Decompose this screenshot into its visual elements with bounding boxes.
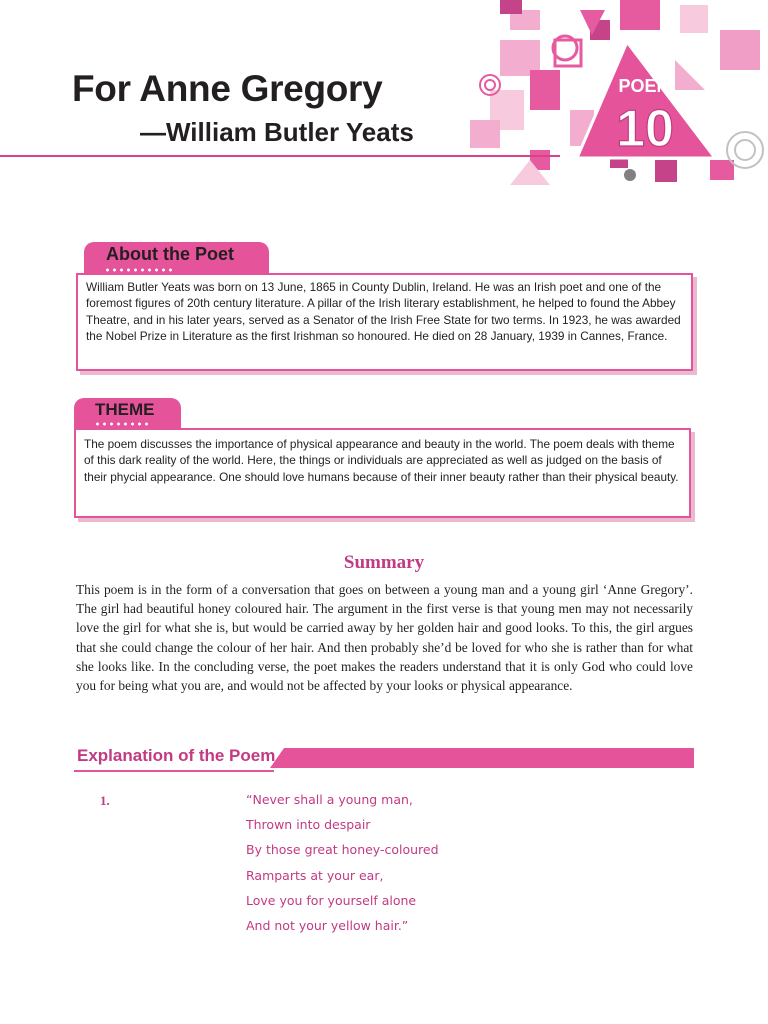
- stanza-number: 1.: [100, 793, 110, 808]
- about-poet-box: [76, 273, 693, 371]
- tab-dots-decoration: [104, 268, 174, 272]
- summary-text: This poem is in the form of a conversation that goes on between a young man and a young girl ‘Anne Gregory’. The girl had beautiful honey coloured hair. The argument in the first verse is that young men may not necessarily love the girl for what she is, but would be carried away by her golden hair and good looks. To this, the girl argues that she could change the colour of her hair. And then probably she’d be loved for who she is rather than for what she looks like. In the concluding verse, the poet makes the readers understand that it is only God who could love you for being what you are, and would not be affected by your looks or physical appearance.: [76, 582, 693, 694]
- theme-tab: [74, 398, 181, 430]
- poem-line: “Never shall a young man,: [246, 792, 413, 807]
- poem-line: And not your yellow hair.”: [246, 917, 409, 933]
- explanation-underline: [74, 770, 274, 772]
- theme-heading: THEME: [95, 400, 155, 419]
- summary-heading: Summary: [343, 552, 425, 573]
- poem-title: For Anne Gregory: [72, 68, 383, 109]
- about-poet-tab: [84, 242, 269, 276]
- badge-label: POEM: [618, 76, 672, 96]
- theme-box: [74, 428, 691, 518]
- poem-author: —William Butler Yeats: [140, 117, 414, 147]
- poem-line: Love you for yourself alone: [246, 892, 417, 908]
- poem-number-badge-graphic: [470, 0, 768, 190]
- about-poet-heading: About the Poet: [106, 244, 234, 264]
- theme-text: The poem discusses the importance of physical appearance and beauty in the world. The poem deals with theme of this dark reality of the world. Here, the things or individuals are appreciated as well as judged on the basis of their phycial appearance. One should love humans because of their inner beauty rather than their physical beauty.: [84, 437, 679, 484]
- badge-number: 10: [616, 100, 674, 158]
- header-divider: [0, 155, 560, 157]
- poem-line: Thrown into despair: [246, 817, 371, 833]
- poem-stanza: [246, 792, 439, 943]
- poem-line: By those great honey-coloured: [246, 842, 439, 858]
- explanation-heading: Explanation of the Poem: [77, 746, 276, 765]
- about-poet-text: William Butler Yeats was born on 13 June, 1865 in County Dublin, Ireland. He was an Irish poet and one of the foremost figures of 20th century literature. A pillar of the Irish literary establishment, he helped to found the Abbey Theatre, and in his later years, served as a Senator of the Irish Free State for two terms. In 1923, he was awarded the Nobel Prize in Literature as the first Irishman so honoured. He died on 28 January, 1939 in Cannes, France.: [86, 280, 681, 343]
- tab-dots-decoration: [94, 422, 150, 426]
- poem-line: Ramparts at your ear,: [246, 867, 384, 883]
